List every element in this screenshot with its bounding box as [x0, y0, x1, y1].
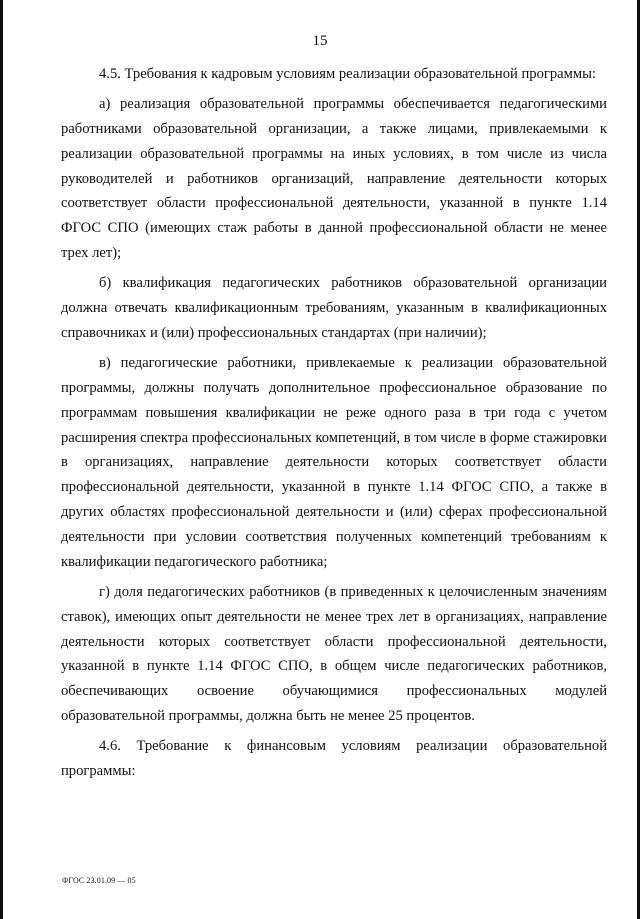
- page-number: 15: [312, 33, 328, 49]
- paragraph-a: а) реализация образовательной программы обеспечивается педагогическими работниками образовательной организации, а также лицами, привлекаемыми к реализации образовательной программы на иных условиях, в том числе из числа руководителей и работников организаций, направление деятельности которых соответствует области профессиональной деятельности, указанной в пункте 1.14 ФГОС СПО (имеющих стаж работы в данной профессиональной области не менее трех лет);: [61, 96, 607, 262]
- paragraph-b: б) квалификация педагогических работников образовательной организации должна отвечать квалификационным требованиям, указанным в квалификационных справочниках и (или) профессиональных стандартах (при наличии);: [61, 275, 607, 341]
- scan-border-left: [0, 0, 3, 919]
- paragraph-4-5: 4.5. Требования к кадровым условиям реализации образовательной программы:: [99, 66, 596, 82]
- paragraph-v: в) педагогические работники, привлекаемые к реализации образовательной программы, должны получать дополнительное профессиональное образование по программам повышения квалификации не реже одного раза в три года с учетом расширения спектра профессиональных компетенций, в том числе в форме стажировки в организациях, направление деятельности которых соответствует области профессиональной деятельности, указанной в пункте 1.14 ФГОС СПО, а также в других областях профессиональной деятельности и (или) сферах профессиональной деятельности при условии соответствия полученных компетенций требованиям к квалификации педагогического работника;: [61, 355, 607, 570]
- document-footer-code: ФГОС 23.01.09 — 05: [62, 876, 136, 885]
- paragraph-g: г) доля педагогических работников (в приведенных к целочисленным значениям ставок), имеющих опыт деятельности не менее трех лет в организациях, направление деятельности которых соответствует области профессиональной деятельности, указанной в пункте 1.14 ФГОС СПО, в общем числе педагогических работников, обеспечивающих освоение обучающимися профессиональных модулей образовательной программы, должна быть не менее 25 процентов.: [61, 583, 607, 724]
- paragraph-4-6: 4.6. Требование к финансовым условиям реализации образовательной программы:: [61, 738, 607, 780]
- document-body: [61, 62, 607, 789]
